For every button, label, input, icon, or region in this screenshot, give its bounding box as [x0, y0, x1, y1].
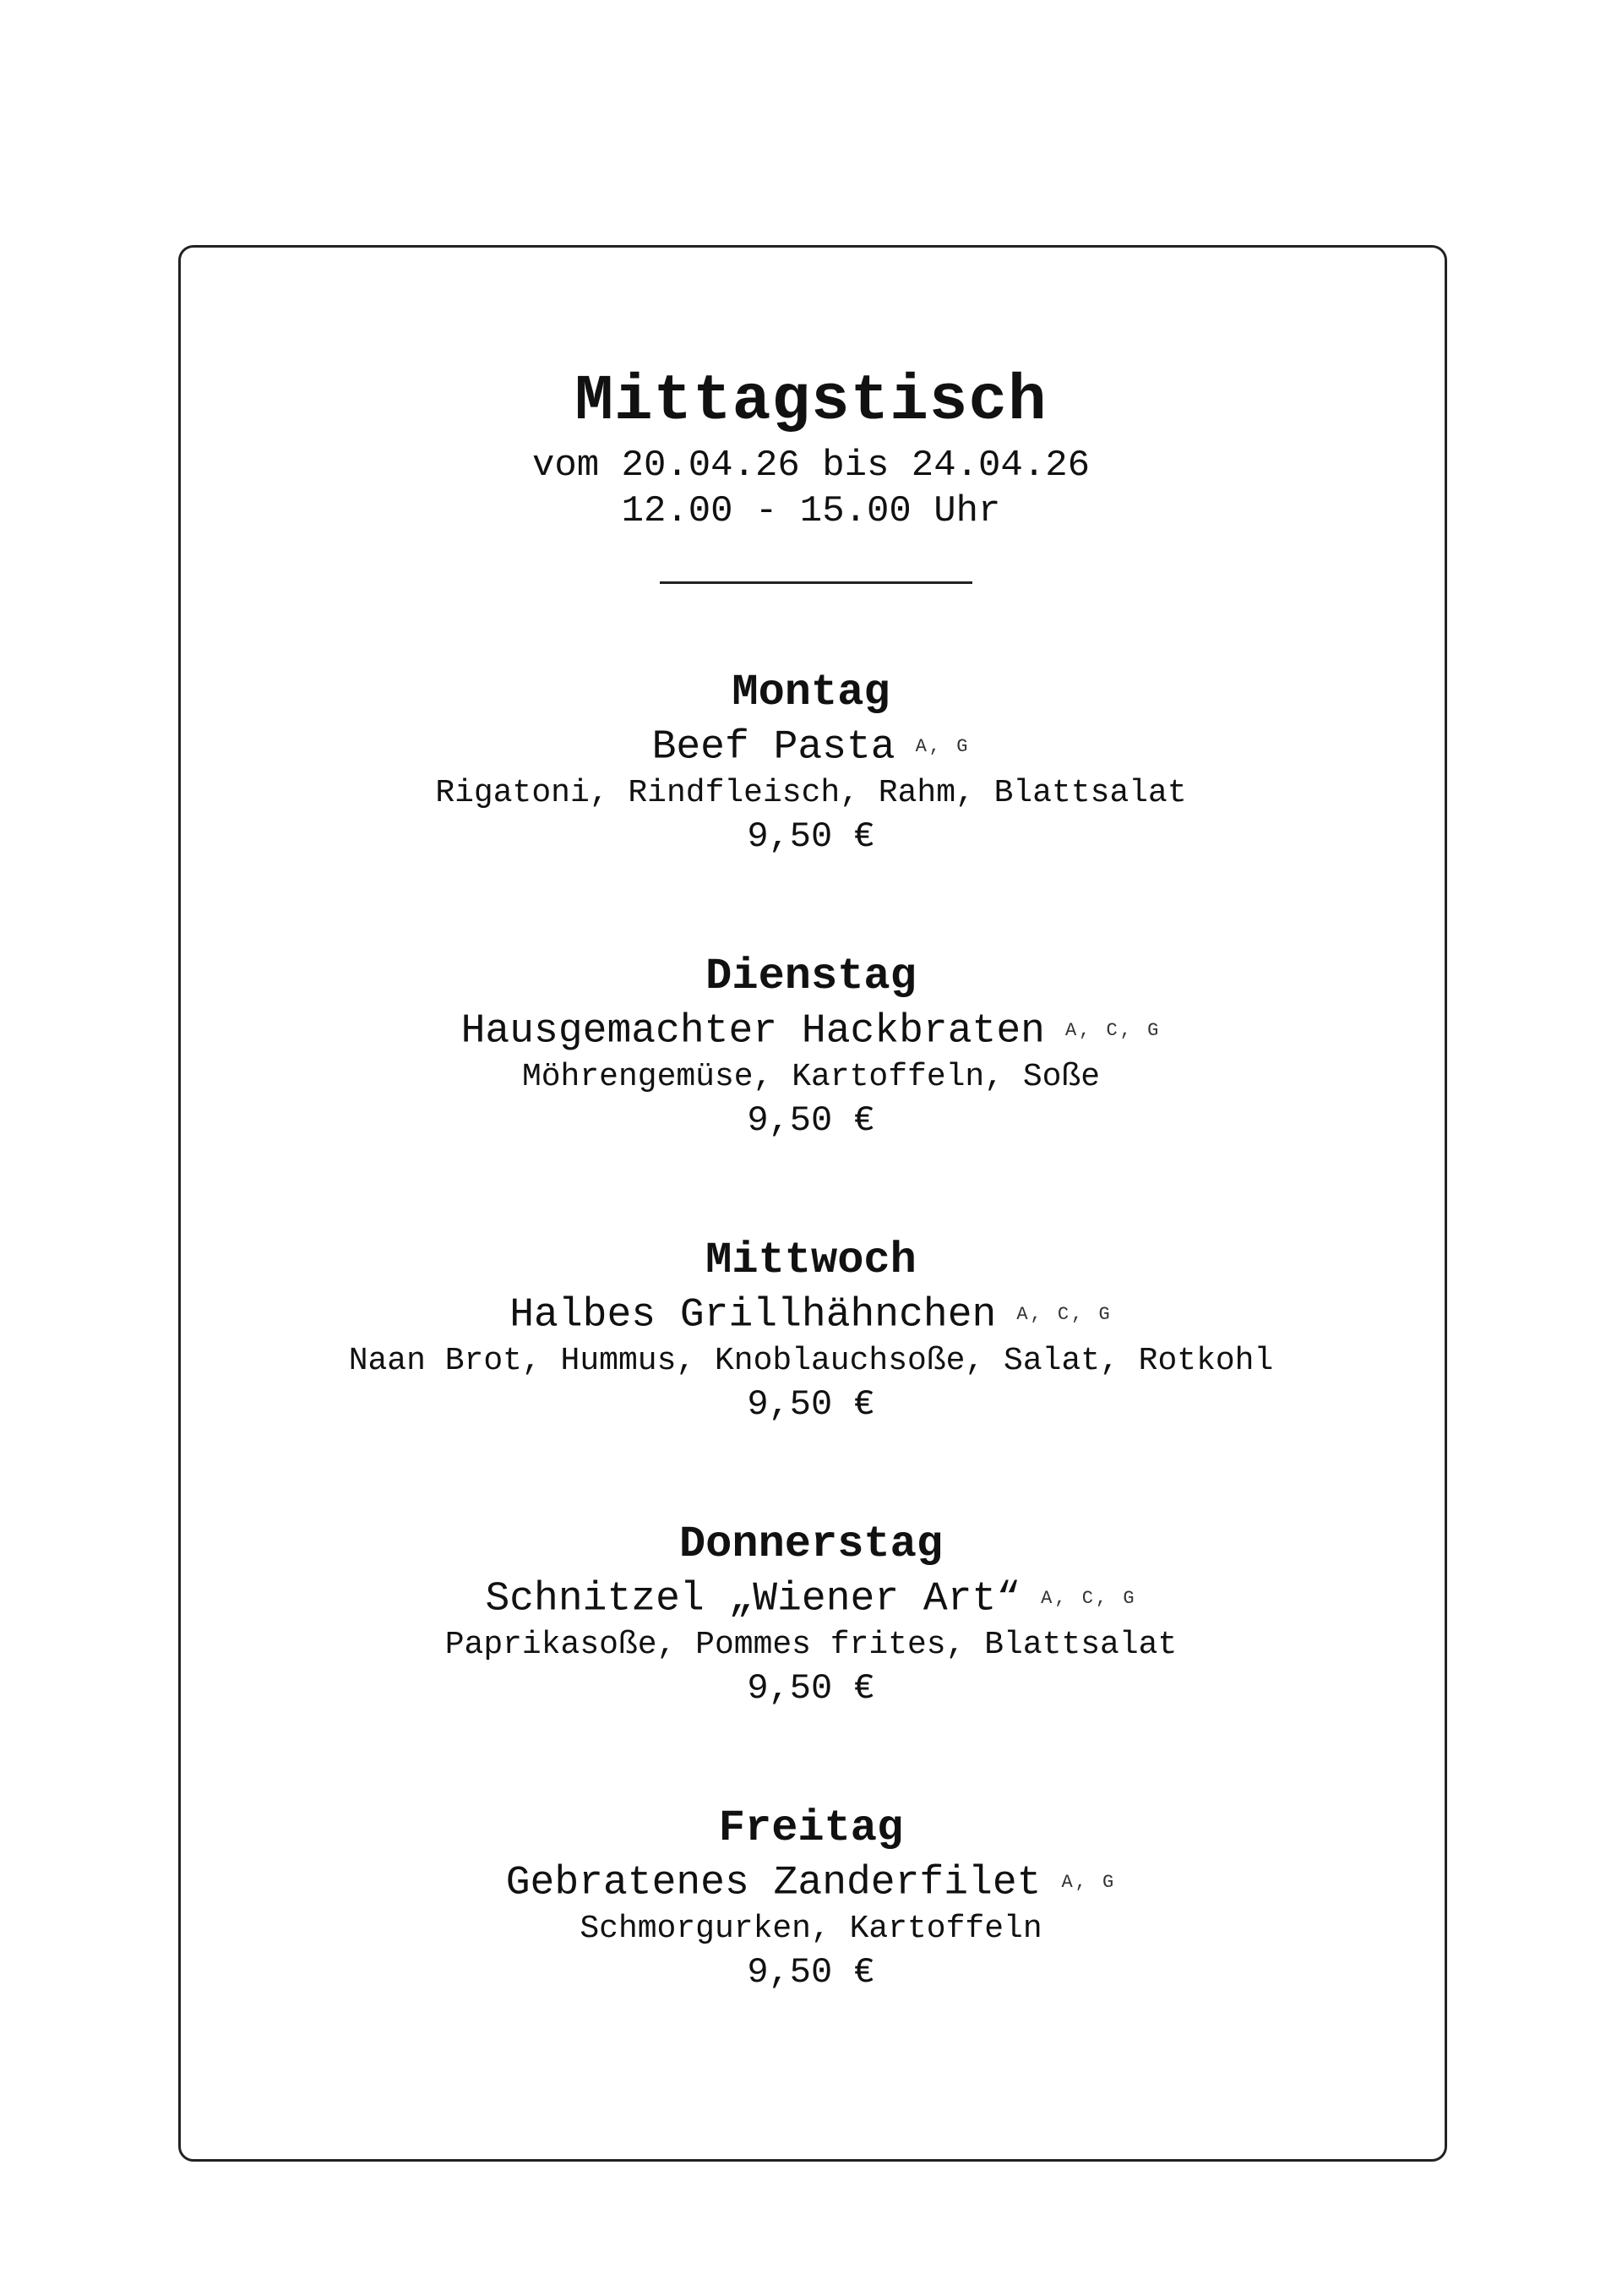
dish-sides: Möhrengemüse, Kartoffeln, Soße — [521, 1059, 1101, 1095]
day-section-friday — [0, 1802, 1622, 1996]
allergen-codes: A, C, G — [1016, 1304, 1113, 1325]
dish-sides: Schmorgurken, Kartoffeln — [580, 1911, 1042, 1947]
day-section-thursday — [0, 1518, 1622, 1712]
dish-name: Schnitzel „Wiener Art“ — [485, 1576, 1021, 1622]
day-section-monday — [0, 666, 1622, 860]
dish-name-line — [0, 1856, 1622, 1910]
day-name: Dienstag — [705, 952, 917, 1001]
dish-name-line — [0, 720, 1622, 774]
day-section-tuesday — [0, 950, 1622, 1144]
dish-price: 9,50 € — [747, 1384, 875, 1425]
divider — [660, 581, 972, 584]
dish-name: Beef Pasta — [651, 724, 895, 771]
dish-price: 9,50 € — [747, 816, 875, 857]
dish-name: Halbes Grillhähnchen — [509, 1292, 997, 1339]
dish-name-line — [0, 1572, 1622, 1626]
dish-name-line — [0, 1004, 1622, 1058]
dish-name-line — [0, 1288, 1622, 1342]
date-range: vom 20.04.26 bis 24.04.26 — [531, 444, 1091, 487]
day-section-wednesday — [0, 1234, 1622, 1428]
opening-hours: 12.00 - 15.00 Uhr — [621, 490, 1001, 532]
dish-price: 9,50 € — [747, 1952, 875, 1993]
day-name: Donnerstag — [678, 1519, 944, 1569]
allergen-codes: A, G — [1061, 1872, 1117, 1893]
dish-sides: Paprikasoße, Pommes frites, Blattsalat — [444, 1627, 1178, 1663]
dish-price: 9,50 € — [747, 1100, 875, 1141]
page-title: Mittagstisch — [574, 365, 1048, 438]
dish-name: Hausgemachter Hackbraten — [460, 1008, 1045, 1055]
allergen-codes: A, G — [915, 736, 971, 757]
dish-sides: Rigatoni, Rindfleisch, Rahm, Blattsalat — [435, 775, 1187, 811]
day-name: Mittwoch — [705, 1235, 917, 1285]
allergen-codes: A, C, G — [1041, 1588, 1137, 1609]
dish-price: 9,50 € — [747, 1668, 875, 1709]
dish-name: Gebratenes Zanderfilet — [505, 1860, 1042, 1906]
day-name: Freitag — [718, 1803, 904, 1853]
day-name: Montag — [732, 668, 890, 717]
allergen-codes: A, C, G — [1064, 1020, 1162, 1041]
dish-sides: Naan Brot, Hummus, Knoblauchsoße, Salat, Rotkohl — [348, 1343, 1274, 1379]
